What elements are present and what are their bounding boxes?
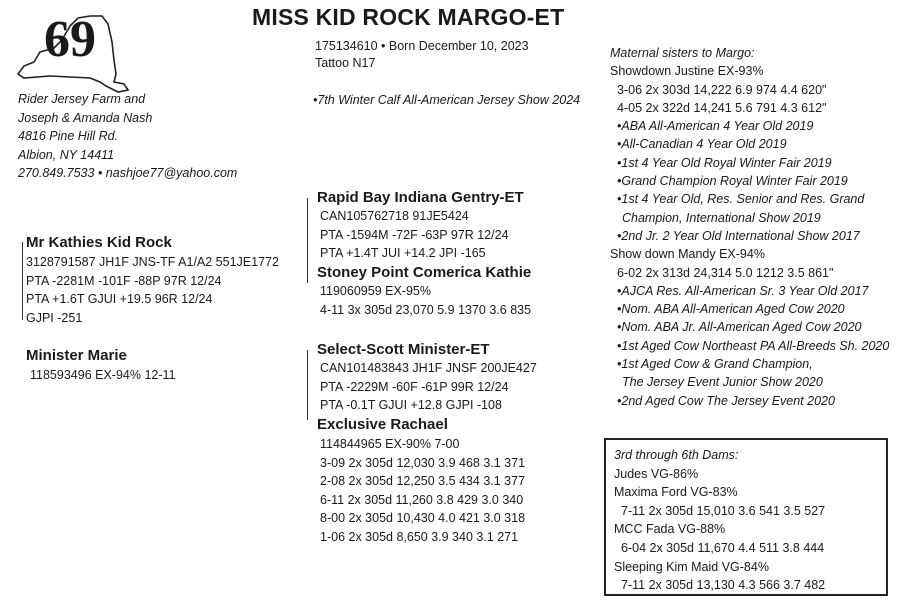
dam-dam-block (317, 416, 525, 546)
sire-dam-block (317, 264, 531, 319)
sire-line: PTA +1.6T GJUI +19.5 96R 12/24 (26, 292, 213, 306)
sire-dam-name: Stoney Point Comerica Kathie (317, 264, 532, 281)
sister-award: •Nom. ABA All-American Aged Cow 2020 (617, 302, 845, 317)
dam-sire-line: PTA -0.1T GJUI +12.8 GJPI -108 (320, 398, 502, 412)
sister-award: •1st 4 Year Old, Res. Senior and Res. Grand (617, 192, 865, 207)
sister-record: 4-05 2x 322d 14,241 5.6 791 4.3 612" (617, 100, 827, 115)
sire-bracket (22, 242, 25, 320)
dam-name: Minister Marie (26, 347, 127, 364)
dams-list (614, 446, 825, 595)
sire-dam-line: 119060959 EX-95% (320, 284, 431, 298)
sister-award: Champion, International Show 2019 (622, 210, 821, 225)
dams-line: Maxima Ford VG-83% (614, 485, 738, 500)
owner-contact: 270.849.7533 • nashjoe77@yahoo.com (18, 166, 238, 180)
sister-award: The Jersey Event Junior Show 2020 (622, 375, 823, 390)
sister-award: •1st 4 Year Old Royal Winter Fair 2019 (617, 155, 832, 170)
dam-dam-line: 3-09 2x 305d 12,030 3.9 468 3.1 371 (320, 455, 526, 470)
dam-sire-block (317, 341, 537, 415)
sire-dam-line: 4-11 3x 305d 23,070 5.9 1370 3.6 835 (320, 302, 532, 317)
maternal-sisters (610, 44, 889, 410)
owner-city: Albion, NY 14411 (18, 147, 115, 162)
dam-line: 118593496 EX-94% 12-11 (30, 368, 176, 382)
dam-sire-line: PTA -2229M -60F -61P 99R 12/24 (320, 379, 509, 394)
sire-sire-block (317, 189, 524, 263)
dam-dam-line: 1-06 2x 305d 8,650 3.9 340 3.1 271 (320, 529, 519, 544)
lot-number: 69 (44, 11, 96, 68)
sire-block (26, 234, 279, 327)
dam-dam-line: 114844965 EX-90% 7-00 (320, 437, 460, 451)
dam-sire-name: Select-Scott Minister-ET (317, 341, 490, 358)
sister-award: •Grand Champion Royal Winter Fair 2019 (617, 174, 848, 189)
dams-line: 6-04 2x 305d 11,670 4.4 511 3.8 444 (621, 540, 825, 555)
sire-sire-name: Rapid Bay Indiana Gentry-ET (317, 189, 524, 206)
animal-award: •7th Winter Calf All-American Jersey Show 2024 (313, 93, 581, 107)
sister-award: •2nd Jr. 2 Year Old International Show 2017 (617, 228, 860, 243)
dam-sire-line: CAN101483843 JH1F JNSF 200JE427 (320, 361, 537, 375)
dams-line: Sleeping Kim Maid VG-84% (614, 559, 769, 574)
sister-award: •1st Aged Cow Northeast PA All-Breeds Sh. 2020 (617, 338, 890, 353)
maternal-heading: Maternal sisters to Margo: (610, 46, 755, 60)
dam-dam-line: 8-00 2x 305d 10,430 4.0 421 3.0 318 (320, 511, 526, 525)
sire-line: 3128791587 JH1F JNS-TF A1/A2 551JE1772 (26, 255, 279, 269)
owner-names: Joseph & Amanda Nash (18, 110, 153, 125)
sister-award: •All-Canadian 4 Year Old 2019 (617, 137, 787, 152)
sire-line: GJPI -251 (26, 310, 83, 325)
sister-award: •2nd Aged Cow The Jersey Event 2020 (617, 393, 835, 408)
dam-dam-name: Exclusive Rachael (317, 416, 448, 433)
sister-award: •ABA All-American 4 Year Old 2019 (617, 119, 814, 134)
dam-dam-line: 6-11 2x 305d 11,260 3.8 429 3.0 340 (320, 492, 524, 507)
sister-award: •AJCA Res. All-American Sr. 3 Year Old 2017 (617, 283, 869, 298)
sire-line: PTA -2281M -101F -88P 97R 12/24 (26, 273, 222, 288)
owner-info (18, 90, 237, 183)
sister-record: 3-06 2x 303d 14,222 6.9 974 4.4 620" (617, 82, 827, 97)
animal-info (315, 38, 529, 72)
dams-line: 7-11 2x 305d 13,130 4.3 566 3.7 482 (621, 578, 826, 593)
dam-block (26, 347, 175, 385)
dams-line: Judes VG-86% (614, 466, 699, 481)
animal-tattoo: Tattoo N17 (315, 56, 376, 70)
owner-street: 4816 Pine Hill Rd. (18, 129, 119, 143)
sire-sire-line: PTA -1594M -72F -63P 97R 12/24 (320, 227, 509, 242)
dams-line: 7-11 2x 305d 15,010 3.6 541 3.5 527 (621, 503, 826, 518)
dams-line: MCC Fada VG-88% (614, 522, 726, 537)
sire-sire-line: CAN105762718 91JE5424 (320, 209, 469, 223)
animal-id-birth: 175134610 • Born December 10, 2023 (315, 39, 529, 53)
sister-name: Show down Mandy EX-94% (610, 247, 765, 262)
sister-record: 6-02 2x 313d 24,314 5.0 1212 3.5 861" (617, 265, 834, 280)
dam-parents-bracket (307, 350, 310, 420)
dam-dam-line: 2-08 2x 305d 12,250 3.5 434 3.1 377 (320, 474, 526, 488)
page-title: MISS KID ROCK MARGO-ET (252, 4, 565, 30)
sister-award: •Nom. ABA Jr. All-American Aged Cow 2020 (617, 320, 862, 335)
sire-name: Mr Kathies Kid Rock (26, 234, 172, 251)
sister-award: •1st Aged Cow & Grand Champion, (617, 357, 813, 372)
sister-name: Showdown Justine EX-93% (610, 64, 764, 79)
sire-sire-line: PTA +1.4T JUI +14.2 JPI -165 (320, 246, 486, 260)
sire-parents-bracket (307, 198, 310, 283)
owner-farm: Rider Jersey Farm and (18, 92, 146, 106)
dams-heading: 3rd through 6th Dams: (614, 448, 739, 462)
